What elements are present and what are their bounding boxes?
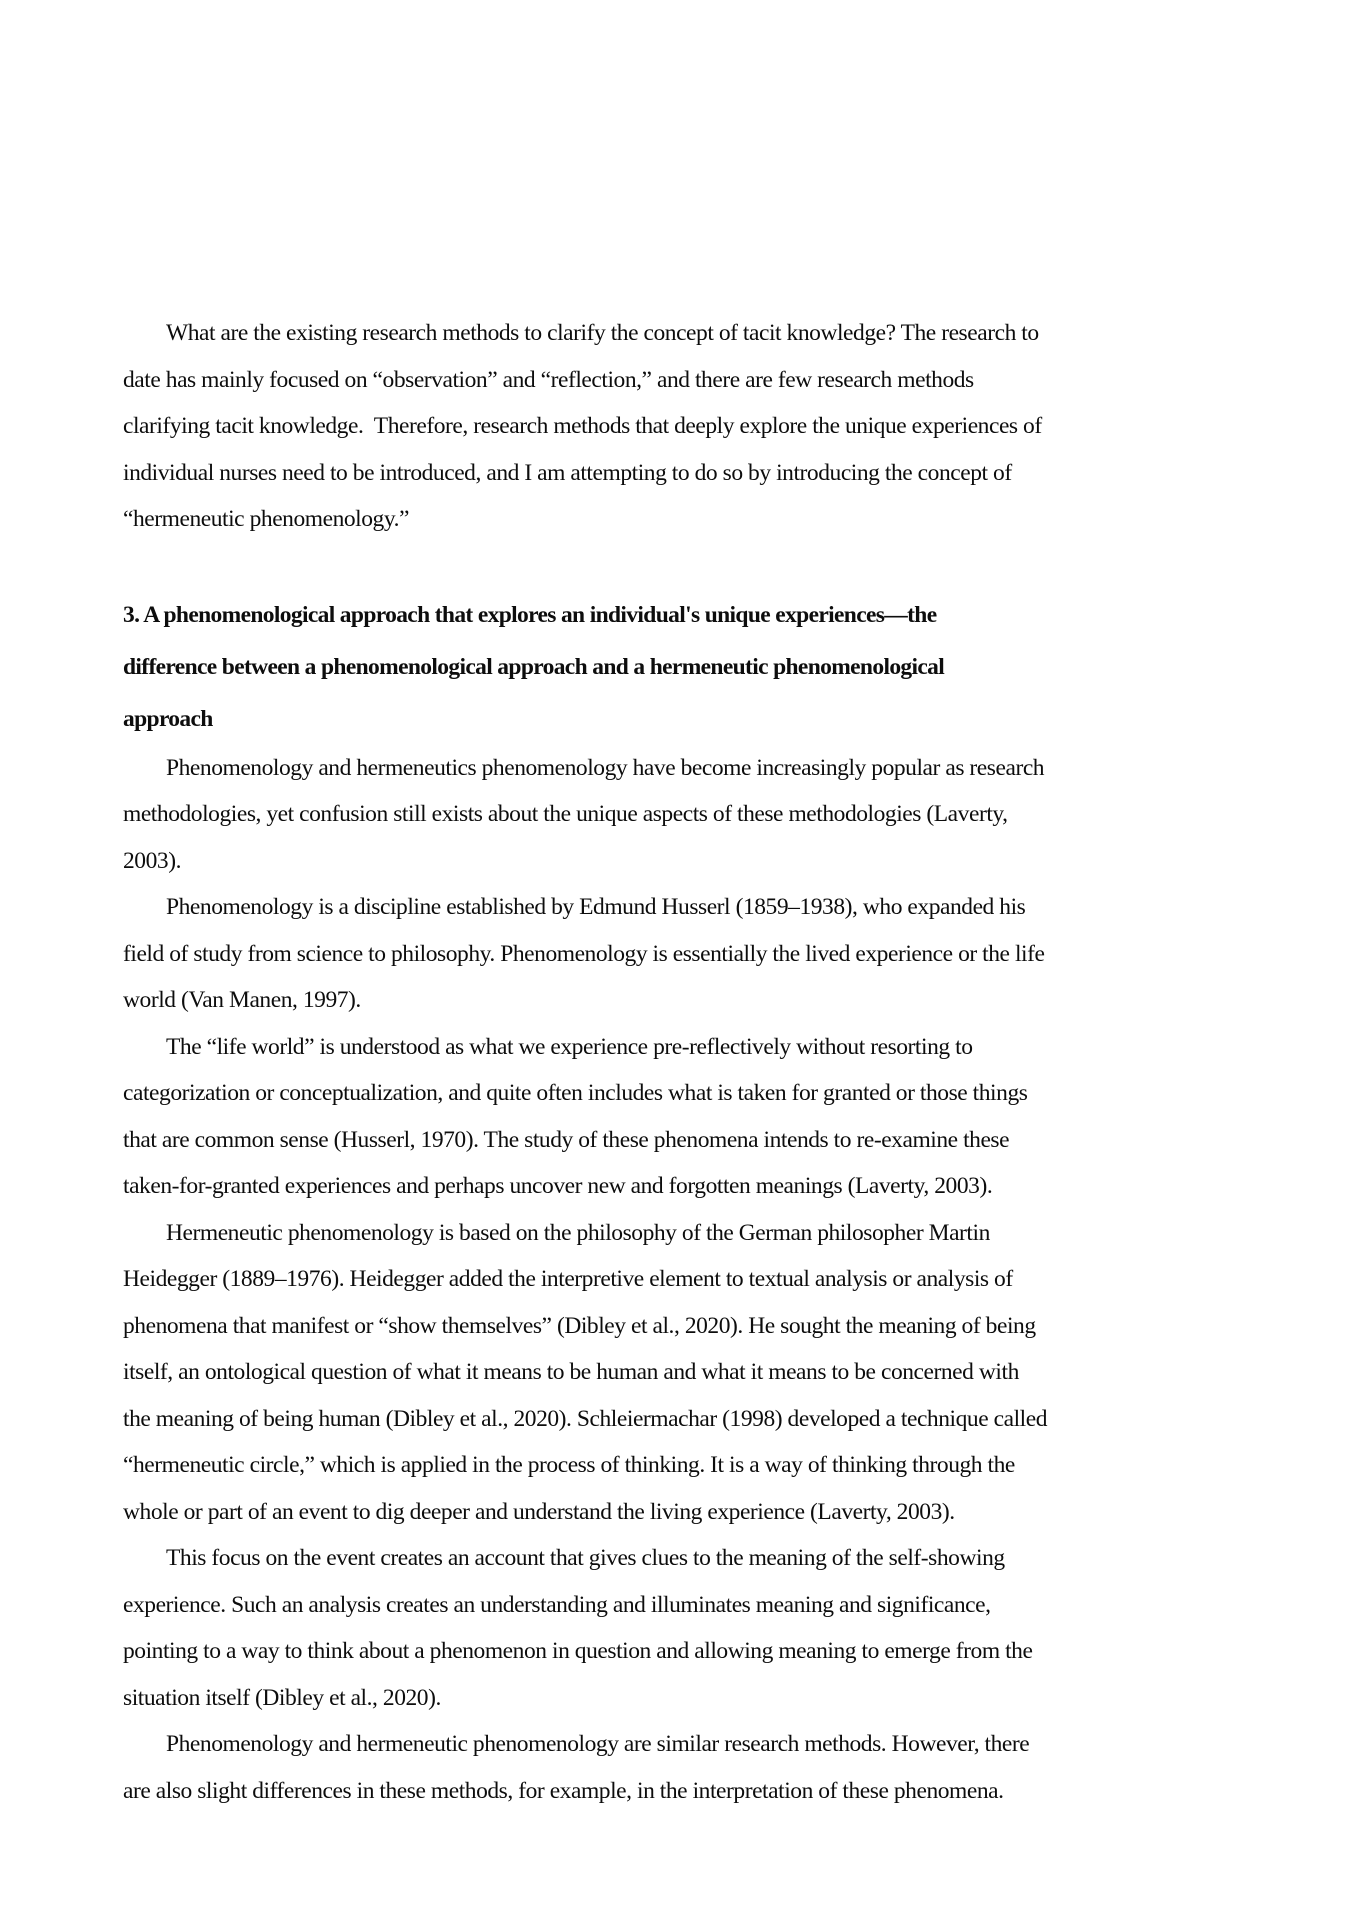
text-line: categorization or conceptualization, and quite often includes what is taken for granted or those things xyxy=(123,1080,1028,1106)
text-line: clarifying tacit knowledge. Therefore, research methods that deeply explore the unique experiences of xyxy=(123,413,1042,439)
text-line: itself, an ontological question of what it means to be human and what it means to be concerned with xyxy=(123,1359,1019,1385)
text-line: Phenomenology is a discipline established by Edmund Husserl (1859–1938), who expanded his xyxy=(166,894,1026,920)
paragraph xyxy=(123,1721,1303,1814)
paragraph xyxy=(123,745,1303,885)
text-line: situation itself (Dibley et al., 2020). xyxy=(123,1684,441,1711)
text-line: The “life world” is understood as what we experience pre-reflectively without resorting to xyxy=(166,1033,973,1060)
text-line: “hermeneutic phenomenology.” xyxy=(123,506,410,532)
section-heading xyxy=(123,589,1303,745)
text-line: the meaning of being human (Dibley et al., 2020). Schleiermachar (1998) developed a technique called xyxy=(123,1405,1048,1432)
text-line: What are the existing research methods to clarify the concept of tacit knowledge? The research to xyxy=(166,320,1039,346)
text-line: “hermeneutic circle,” which is applied in the process of thinking. It is a way of thinking through the xyxy=(123,1452,1015,1478)
text-line: Heidegger (1889–1976). Heidegger added the interpretive element to textual analysis or analysis of xyxy=(123,1266,1013,1292)
text-line: world (Van Manen, 1997). xyxy=(123,987,361,1013)
paragraph xyxy=(123,1535,1303,1721)
text-line: Phenomenology and hermeneutics phenomenology have become increasingly popular as research xyxy=(166,754,1045,781)
document-body xyxy=(123,310,1303,1814)
paragraph xyxy=(123,884,1303,1024)
text-line: field of study from science to philosophy. Phenomenology is essentially the lived experience or the life xyxy=(123,940,1045,967)
paragraph xyxy=(123,1210,1303,1536)
text-line: pointing to a way to think about a phenomenon in question and allowing meaning to emerge from the xyxy=(123,1638,1033,1664)
text-line: Hermeneutic phenomenology is based on the philosophy of the German philosopher Martin xyxy=(166,1219,990,1246)
text-line: methodologies, yet confusion still exists about the unique aspects of these methodologies (Laverty, xyxy=(123,801,1008,827)
text-line: taken-for-granted experiences and perhaps uncover new and forgotten meanings (Laverty, 2003). xyxy=(123,1173,993,1199)
heading-line: approach xyxy=(123,705,213,732)
text-line: whole or part of an event to dig deeper and understand the living experience (Laverty, 2003). xyxy=(123,1498,955,1525)
text-line: that are common sense (Husserl, 1970). The study of these phenomena intends to re-examine these xyxy=(123,1126,1010,1153)
text-line: Phenomenology and hermeneutic phenomenology are similar research methods. However, there xyxy=(166,1731,1030,1757)
text-line: date has mainly focused on “observation” and “reflection,” and there are few research methods xyxy=(123,366,974,393)
text-line: are also slight differences in these methods, for example, in the interpretation of these phenomena. xyxy=(123,1777,1004,1804)
heading-line: difference between a phenomenological approach and a hermeneutic phenomenological xyxy=(123,653,945,680)
text-line: phenomena that manifest or “show themselves” (Dibley et al., 2020). He sought the meaning of being xyxy=(123,1312,1036,1339)
heading-line: 3. A phenomenological approach that explores an individual's unique experiences—the xyxy=(123,601,937,628)
text-line: experience. Such an analysis creates an understanding and illuminates meaning and significance, xyxy=(123,1591,991,1618)
paragraph xyxy=(123,310,1303,543)
text-line: 2003). xyxy=(123,847,182,874)
text-line: individual nurses need to be introduced, and I am attempting to do so by introducing the concept of xyxy=(123,459,1012,486)
text-line: This focus on the event creates an account that gives clues to the meaning of the self-showing xyxy=(166,1545,1005,1571)
paragraph xyxy=(123,1024,1303,1210)
